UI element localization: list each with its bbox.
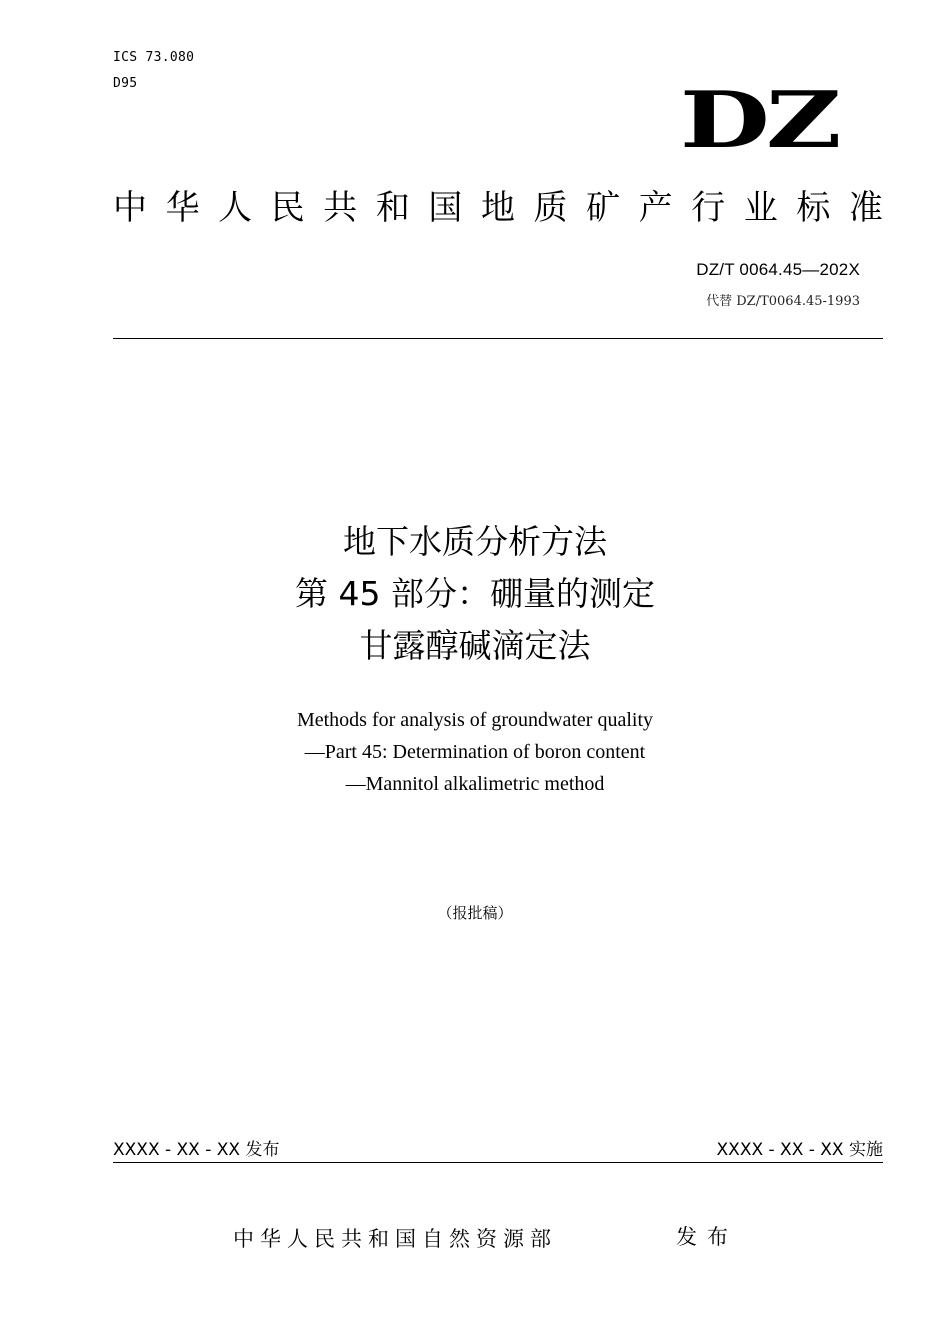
issuing-authority: 中华人民共和国自然资源部 (233, 1227, 557, 1251)
chinese-title-line-3: 甘露醇碱滴定法 (359, 626, 591, 665)
standard-title-char: 质 (533, 188, 568, 228)
standard-title-char: 行 (691, 188, 726, 228)
implementation-date: XXXX - XX - XX 实施 (716, 1140, 883, 1160)
standard-title-char: 矿 (586, 188, 621, 228)
draft-status: （报批稿） (437, 904, 513, 922)
ccs-code: D95 (113, 76, 138, 91)
english-title-line-2: —Part 45: Determination of boron content (304, 741, 646, 763)
chinese-title-line-2: 第 45 部分：硼量的测定 (295, 574, 655, 613)
standard-title-char: 华 (165, 188, 200, 228)
english-title (0, 704, 950, 800)
ics-code: ICS 73.080 (113, 50, 195, 65)
dz-logo: DZ (680, 75, 838, 166)
chinese-title-line-1: 地下水质分析方法 (343, 522, 607, 561)
replaces-standard: 代替 DZ/T0064.45-1993 (706, 294, 860, 309)
standard-title-char: 业 (743, 188, 778, 228)
chinese-title (0, 516, 950, 672)
standard-title-char: 人 (218, 188, 253, 228)
bottom-divider (113, 1162, 883, 1163)
standard-title-char: 共 (323, 188, 358, 228)
standard-title-char: 中 (113, 188, 147, 228)
standard-title-char: 标 (796, 188, 831, 228)
standard-title-char: 产 (638, 188, 673, 228)
english-title-line-3: —Mannitol alkalimetric method (345, 773, 605, 795)
standard-title-char: 国 (428, 188, 463, 228)
standard-title-char: 准 (848, 188, 883, 228)
standard-title-char: 和 (375, 188, 410, 228)
standard-number: DZ/T 0064.45—202X (696, 260, 860, 279)
standard-title-char: 地 (480, 188, 515, 228)
standard-title-char: 民 (270, 188, 305, 228)
top-divider (113, 338, 883, 339)
publish-date: XXXX - XX - XX 发布 (113, 1140, 280, 1160)
issue-label: 发布 (676, 1225, 738, 1249)
english-title-line-1: Methods for analysis of groundwater quality (296, 709, 654, 731)
standard-category-title (113, 186, 883, 230)
